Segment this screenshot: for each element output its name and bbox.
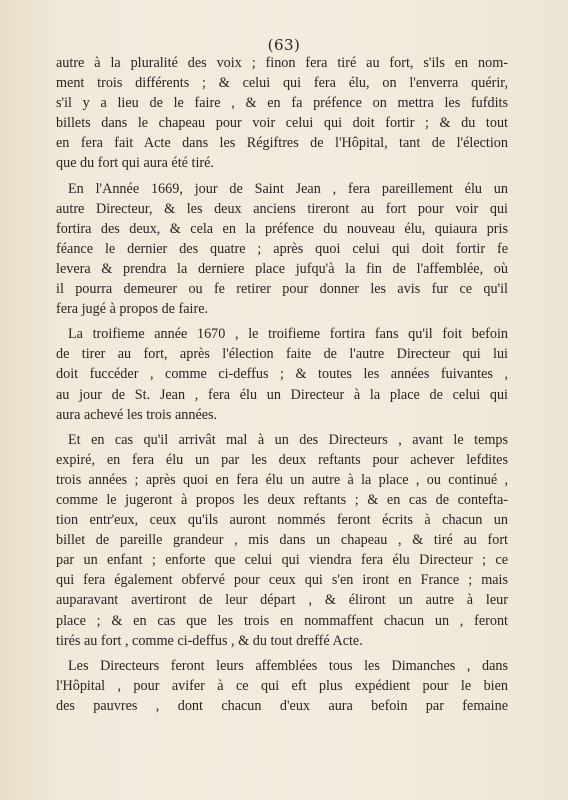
text-line: billet de pareille grandeur , mis dans un chapeau , & tiré au fort	[56, 532, 508, 549]
text-line: tirés au fort , comme ci-deffus , & du tout dreffé Acte.	[56, 632, 363, 649]
text-line: de tirer au fort, après l'élection faite de l'autre Directeur qui lui	[56, 346, 508, 363]
text-line: auparavant avertiront de leur départ , & éliront un autre à leur	[56, 592, 508, 609]
paragraph-2	[56, 179, 508, 320]
text-line: autre à la pluralité des voix ; finon fera tiré au fort, s'ils en nom-	[56, 55, 508, 71]
page-number: (63)	[267, 36, 301, 54]
text-line: ment trois différents ; & celui qui fera élu, on l'enverra quérir,	[56, 75, 508, 92]
text-line: en fera fait Acte dans les Régiftres de l'Hôpital, tant de l'élection	[56, 135, 508, 152]
text-line: fortira des deux, & cela en la préfence du nouveau élu, quiaura pris	[56, 220, 508, 237]
text-line: levera & prendra la derniere place jufqu'à la fin de l'affemblée, où	[56, 260, 508, 277]
text-line: des pauvres , dont chacun d'eux aura befoin par femaine	[56, 697, 508, 714]
text-line: doit fuccéder , comme ci-deffus ; & toutes les années fuivantes ,	[56, 366, 508, 383]
text-line: féance le dernier des quatre ; après quoi celui qui doit fortir fe	[56, 240, 508, 257]
text-line: s'il y a lieu de le faire , & en fa préfence on mettra les fufdits	[56, 95, 508, 112]
paragraph-4	[56, 430, 508, 651]
text-line: il pourra demeurer ou fe retirer pour donner les avis fur ce qu'il	[56, 281, 508, 298]
text-line: qui fera également obfervé pour ceux qui s'en iront en France ; mais	[56, 572, 508, 589]
text-line: fera jugé à propos de faire.	[56, 301, 209, 318]
text-line: l'Hôpital , pour avifer à ce qui eft plus expédient pour le bien	[56, 677, 508, 694]
text-line: par un enfant ; enforte que celui qui viendra fera élu Directeur ; ce	[56, 552, 508, 569]
text-line: que du fort qui aura été tiré.	[56, 155, 214, 172]
paragraph-3	[56, 324, 508, 424]
text-line: Les Directeurs feront leurs affemblées tous les Dimanches , dans	[68, 657, 508, 674]
text-line: expiré, en fera élu un par les deux reftants pour achever lefdites	[56, 451, 508, 468]
paragraph-5	[56, 656, 508, 716]
text-line: Et en cas qu'il arrivât mal à un des Directeurs , avant le temps	[68, 431, 508, 448]
text-line: trois années ; après quoi en fera élu un autre à la place , ou continué ,	[56, 471, 508, 488]
text-line: tion entr'eux, ceux qu'ils auront nommés feront écrits à chacun un	[56, 512, 508, 529]
text-line: autre Directeur, & les deux anciens tireront au fort pour voir qui	[56, 200, 508, 217]
body-text	[56, 53, 508, 716]
text-line: En l'Année 1669, jour de Saint Jean , fera pareillement élu un	[68, 180, 508, 197]
text-line: La troifieme année 1670 , le troifieme fortira fans qu'il foit befoin	[68, 326, 508, 343]
text-line: aura achevé les trois années.	[56, 406, 218, 423]
text-line: place ; & en cas que les trois en nommaffent chacun un , feront	[56, 612, 508, 629]
text-line: comme le jugeront à propos les deux reftants ; & en cas de contefta-	[56, 491, 508, 508]
paragraph-1	[56, 53, 508, 174]
text-line: au jour de St. Jean , fera élu un Directeur à la place de celui qui	[56, 386, 508, 403]
text-line: billets dans le chapeau pour voir celui qui doit fortir ; & du tout	[56, 115, 508, 132]
